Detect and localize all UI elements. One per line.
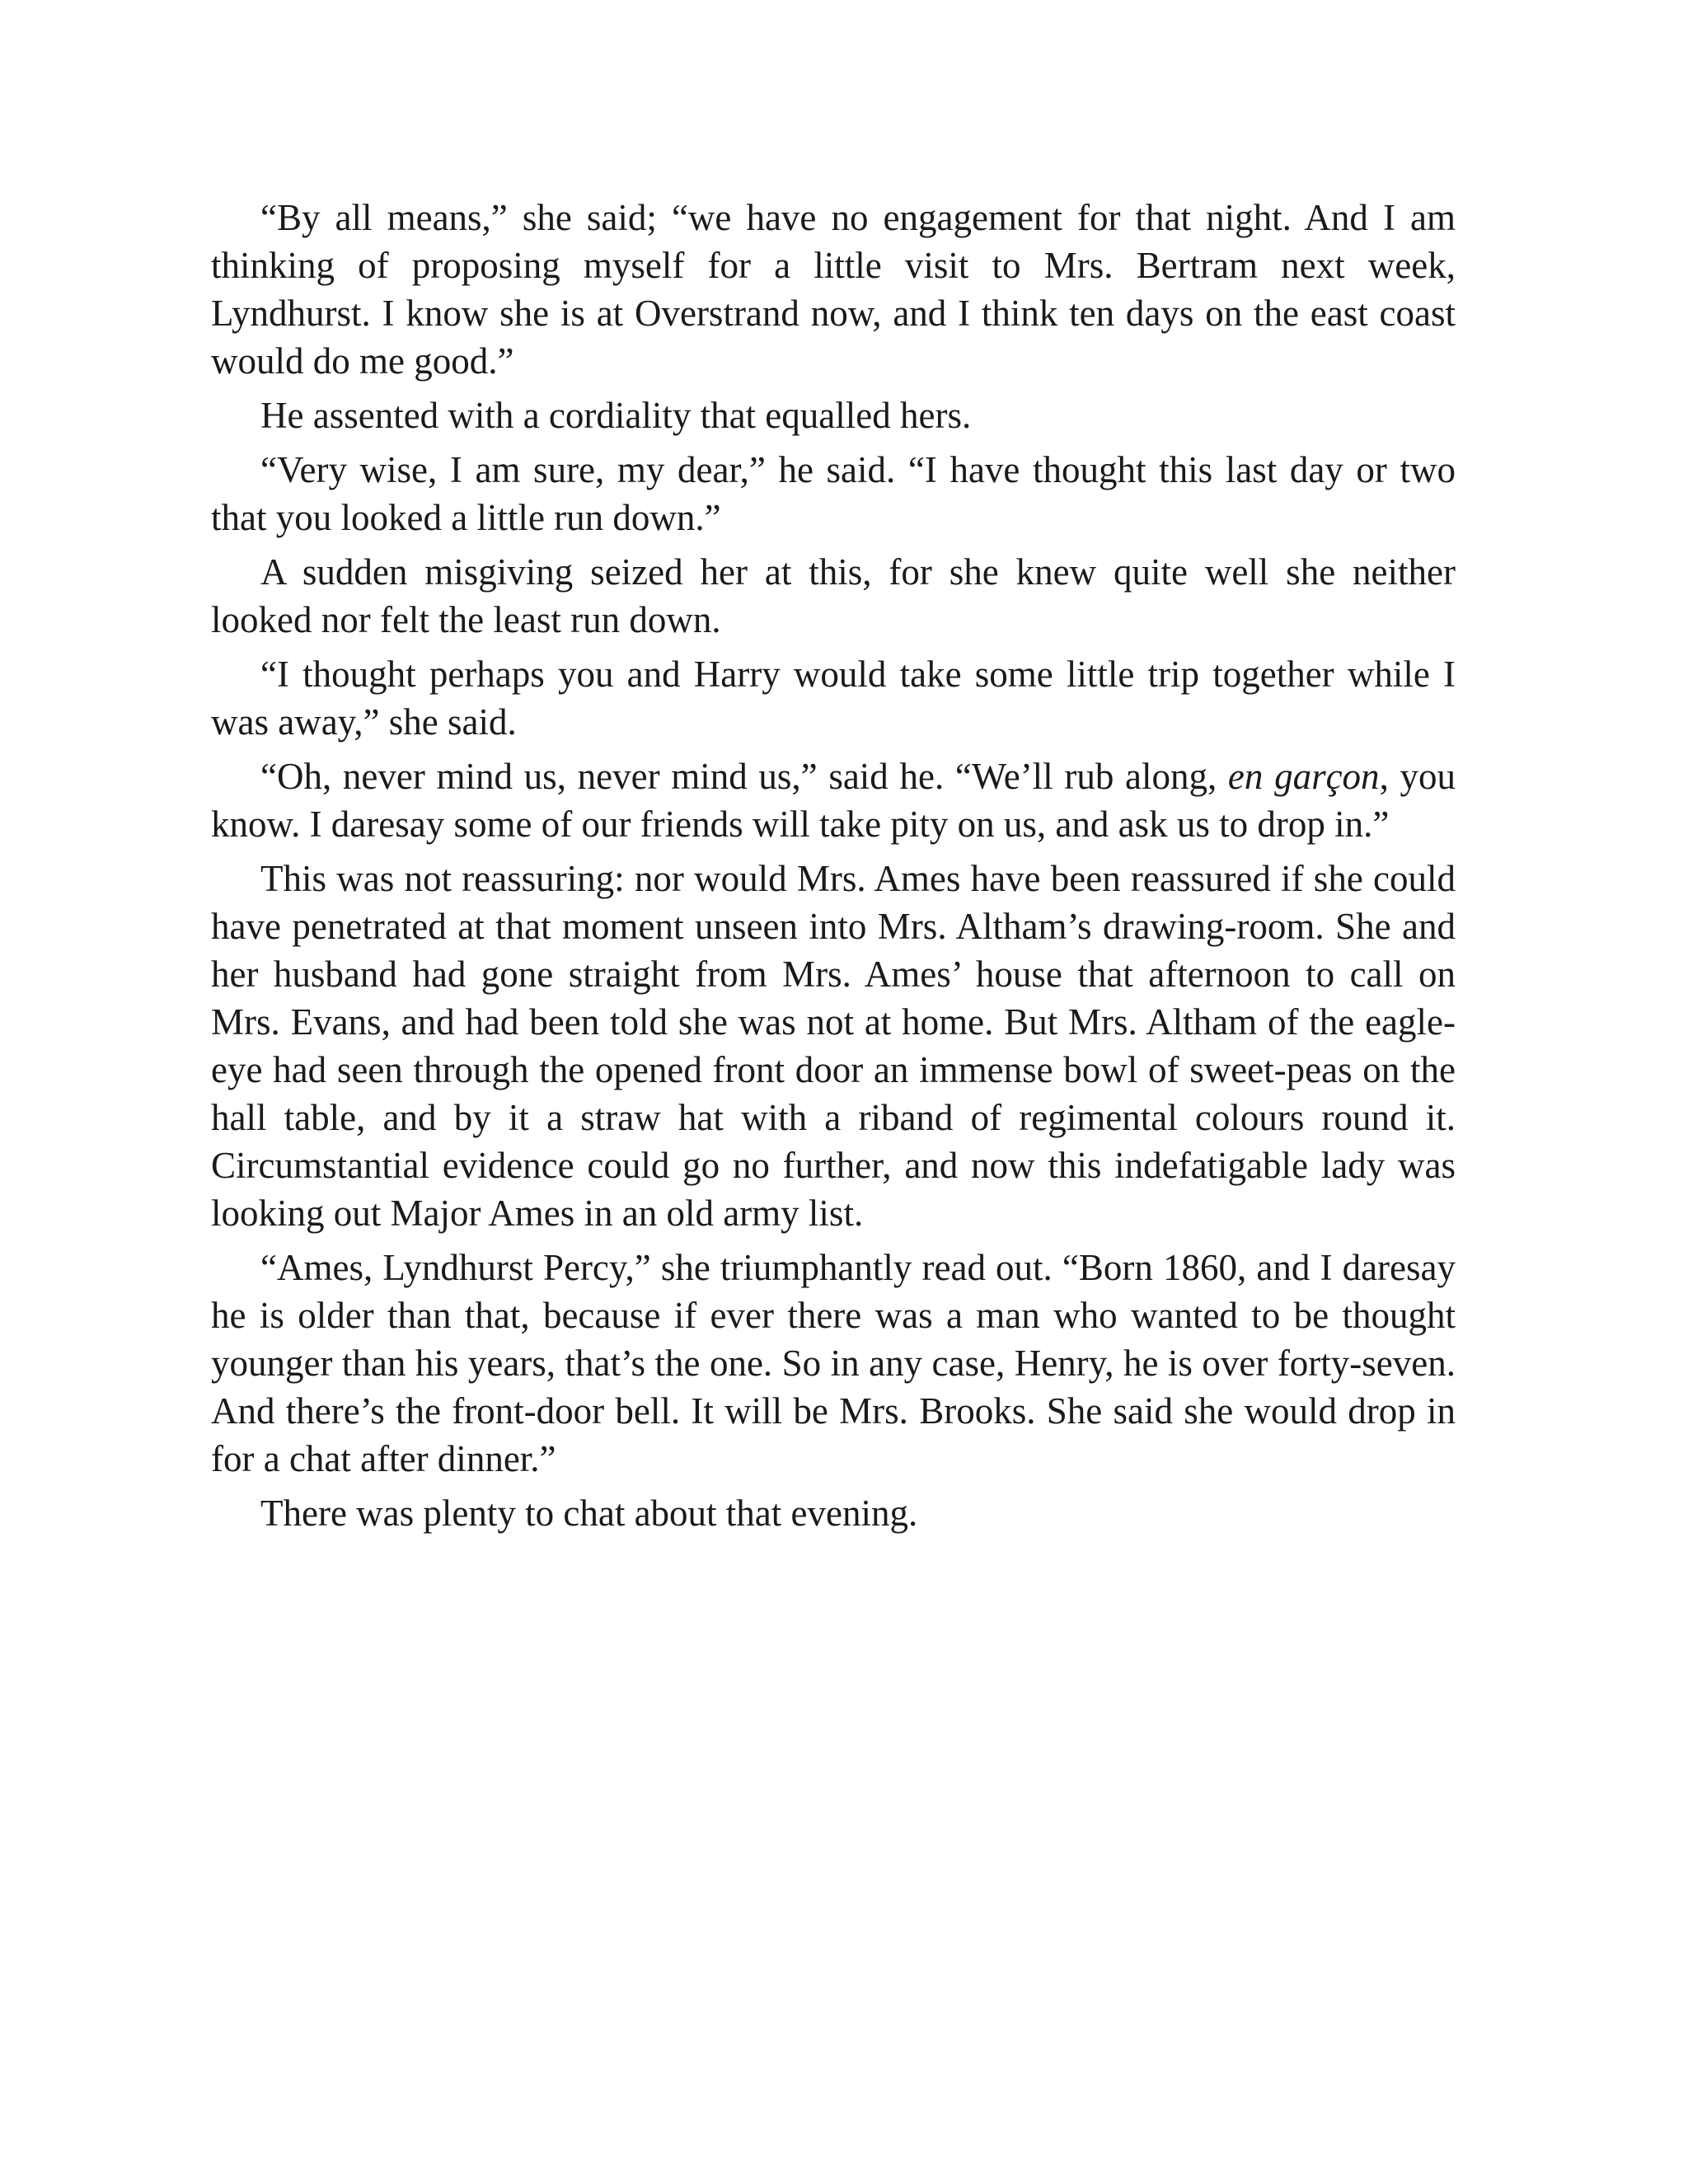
italic-phrase: en garçon bbox=[1227, 756, 1380, 797]
paragraph-text: “I thought perhaps you and Harry would take some little trip together while I was away,” she said. bbox=[211, 654, 1456, 743]
paragraph-text: “Very wise, I am sure, my dear,” he said. “I have thought this last day or two that you looked a little run down.” bbox=[211, 449, 1456, 538]
paragraph-4 bbox=[211, 548, 1456, 644]
paragraph-text: This was not reassuring: nor would Mrs. Ames have been reassured if she could have penetrated at that moment unseen into Mrs. Altham’s drawing-room. She and her husband had gone straight from Mrs. Ames’ house that afternoon to call on Mrs. Evans, and had been told she was not at home. But Mrs. Altham of the eagle-eye had seen through the opened front door an immense bowl of sweet-peas on the hall table, and by it a straw hat with a riband of regimental colours round it. Circumstantial evidence could go no further, and now this indefatigable lady was looking out Major Ames in an old army list. bbox=[211, 858, 1456, 1234]
paragraph-1 bbox=[211, 194, 1456, 385]
paragraph-2 bbox=[211, 391, 1456, 439]
paragraph-text: There was plenty to chat about that evening. bbox=[260, 1493, 918, 1534]
paragraph-7 bbox=[211, 855, 1456, 1237]
paragraph-9 bbox=[211, 1489, 1456, 1537]
paragraph-text: “Oh, never mind us, never mind us,” said he. “We’ll rub along, bbox=[260, 756, 1228, 797]
paragraph-text: A sudden misgiving seized her at this, for she knew quite well she neither looked nor felt the least run down. bbox=[211, 551, 1456, 640]
paragraph-8 bbox=[211, 1244, 1456, 1483]
paragraph-text: “By all means,” she said; “we have no engagement for that night. And I am thinking of proposing myself for a little visit to Mrs. Bertram next week, Lyndhurst. I know she is at Overstrand now, and I think ten days on the east coast would do me good.” bbox=[211, 197, 1456, 382]
paragraph-text: “Ames, Lyndhurst Percy,” she triumphantly read out. “Born 1860, and I daresay he is older than that, because if ever there was a man who wanted to be thought younger than his years, that’s the one. So in any case, Henry, he is over forty-seven. And there’s the front-door bell. It will be Mrs. Brooks. She said she would drop in for a chat after dinner.” bbox=[211, 1247, 1456, 1479]
paragraph-6 bbox=[211, 752, 1456, 848]
paragraph-5 bbox=[211, 650, 1456, 746]
paragraph-text-continued: , you know. I daresay some of our friends will take pity on us, and ask us to drop in.” bbox=[211, 756, 1456, 845]
book-page bbox=[211, 194, 1456, 1544]
paragraph-3 bbox=[211, 446, 1456, 541]
paragraph-text: He assented with a cordiality that equalled hers. bbox=[260, 395, 972, 436]
